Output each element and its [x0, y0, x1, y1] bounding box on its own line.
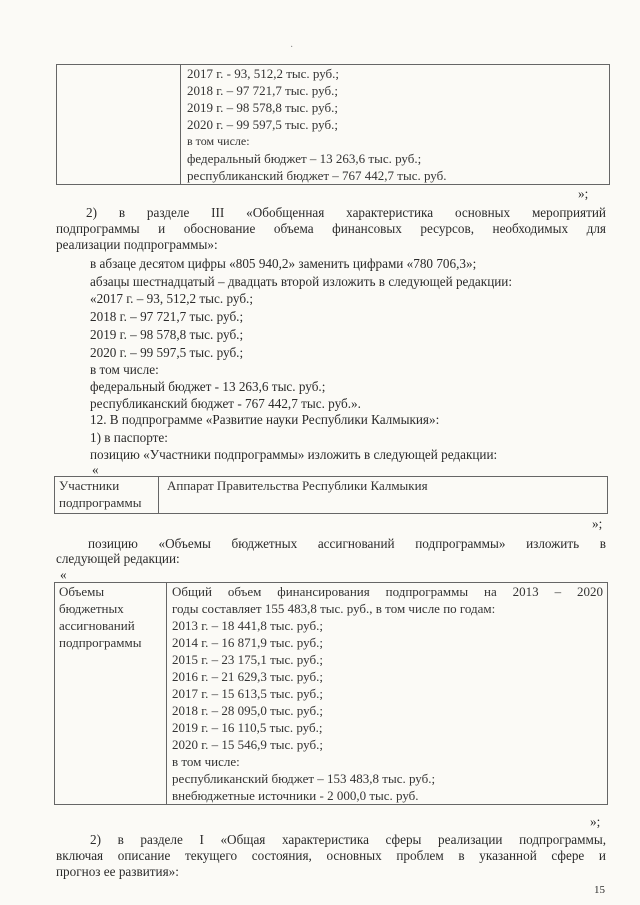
table-line: федеральный бюджет – 13 263,6 тыс. руб.; — [187, 151, 422, 166]
paragraph-line: «2017 г. – 93, 512,2 тыс. руб.; — [90, 291, 254, 306]
budget-line: 2013 г. – 18 441,8 тыс. руб.; — [172, 618, 323, 633]
budget-line: 2020 г. – 15 546,9 тыс. руб.; — [172, 737, 323, 752]
budget-label-line: подпрограммы — [59, 635, 142, 650]
paragraph-line: включая описание текущего состояния, основных проблем в указанной сфере и — [56, 848, 606, 863]
table-line: 2019 г. – 98 578,8 тыс. руб.; — [187, 100, 338, 115]
budget-line: в том числе: — [172, 754, 240, 769]
budget-line: 2014 г. – 16 871,9 тыс. руб.; — [172, 635, 323, 650]
closing-quote: »; — [590, 814, 601, 829]
paragraph-line: 12. В подпрограмме «Развитие науки Республики Калмыкия»: — [90, 412, 440, 427]
closing-quote: »; — [578, 186, 589, 201]
budget-line: внебюджетные источники - 2 000,0 тыс. руб. — [172, 788, 419, 803]
participants-label-line: Участники — [59, 478, 120, 493]
budget-line: годы составляет 155 483,8 тыс. руб., в том числе по годам: — [172, 601, 496, 616]
participants-table — [54, 476, 608, 514]
scan-speck: · — [290, 42, 294, 53]
paragraph-line: в абзаце десятом цифры «805 940,2» заменить цифрами «780 706,3»; — [90, 256, 477, 271]
budget-label-line: бюджетных — [59, 601, 124, 616]
budget-line: 2018 г. – 28 095,0 тыс. руб.; — [172, 703, 323, 718]
paragraph-line: позицию «Объемы бюджетных ассигнований подпрограммы» изложить в — [88, 536, 606, 551]
budget-line: 2016 г. – 21 629,3 тыс. руб.; — [172, 669, 323, 684]
budget-label-cell — [55, 583, 167, 805]
paragraph-line: абзацы шестнадцатый – двадцать второй изложить в следующей редакции: — [90, 274, 513, 289]
table-line: 2020 г. – 99 597,5 тыс. руб.; — [187, 117, 338, 132]
paragraph-line: в том числе: — [90, 362, 159, 377]
paragraph-line: позицию «Участники подпрограммы» изложить в следующей редакции: — [90, 447, 498, 462]
paragraph-line: 2020 г. – 99 597,5 тыс. руб.; — [90, 345, 244, 360]
paragraph-line: 2019 г. – 98 578,8 тыс. руб.; — [90, 327, 244, 342]
participants-label-cell — [55, 477, 159, 514]
budget-volume-table — [54, 582, 608, 805]
table-right-cell — [181, 65, 610, 185]
table-line: в том числе: — [187, 134, 250, 148]
budget-value-cell — [167, 583, 608, 805]
opening-quote: « — [92, 462, 99, 477]
paragraph-line: подпрограммы и обоснование объема финансовых ресурсов, необходимых для — [56, 221, 606, 236]
table-left-cell-empty — [57, 65, 181, 185]
paragraph-line: федеральный бюджет - 13 263,6 тыс. руб.; — [90, 379, 326, 394]
budget-line: 2017 г. – 15 613,5 тыс. руб.; — [172, 686, 323, 701]
opening-quote: « — [60, 567, 67, 582]
budget-line: республиканский бюджет – 153 483,8 тыс. руб.; — [172, 771, 436, 786]
paragraph-line: 2) в разделе III «Обобщенная характеристика основных мероприятий — [86, 205, 606, 220]
table-line: республиканский бюджет – 767 442,7 тыс. руб. — [187, 168, 447, 183]
funding-table-continuation — [56, 64, 610, 185]
participants-value: Аппарат Правительства Республики Калмыкия — [167, 478, 428, 493]
budget-line: 2015 г. – 23 175,1 тыс. руб.; — [172, 652, 323, 667]
paragraph-line: реализации подпрограммы»: — [56, 237, 218, 252]
table-line: 2018 г. – 97 721,7 тыс. руб.; — [187, 83, 338, 98]
paragraph-line: прогноз ее развития»: — [56, 864, 179, 879]
budget-label-line: ассигнований — [59, 618, 135, 633]
paragraph-line: 2018 г. – 97 721,7 тыс. руб.; — [90, 309, 244, 324]
participants-value-cell — [159, 477, 608, 514]
budget-label-line: Объемы — [59, 584, 105, 599]
paragraph-line: 1) в паспорте: — [90, 430, 168, 445]
page-number: 15 — [594, 884, 605, 896]
budget-line: 2019 г. – 16 110,5 тыс. руб.; — [172, 720, 323, 735]
paragraph-line: 2) в разделе I «Общая характеристика сферы реализации подпрограммы, — [90, 832, 606, 847]
closing-quote: »; — [592, 516, 603, 531]
budget-line: Общий объем финансирования подпрограммы на 2013 – 2020 — [172, 584, 603, 599]
participants-label-line: подпрограммы — [59, 495, 142, 510]
paragraph-line: республиканский бюджет - 767 442,7 тыс. руб.». — [90, 396, 361, 411]
paragraph-line: следующей редакции: — [56, 551, 180, 566]
table-line: 2017 г. - 93, 512,2 тыс. руб.; — [187, 66, 340, 81]
